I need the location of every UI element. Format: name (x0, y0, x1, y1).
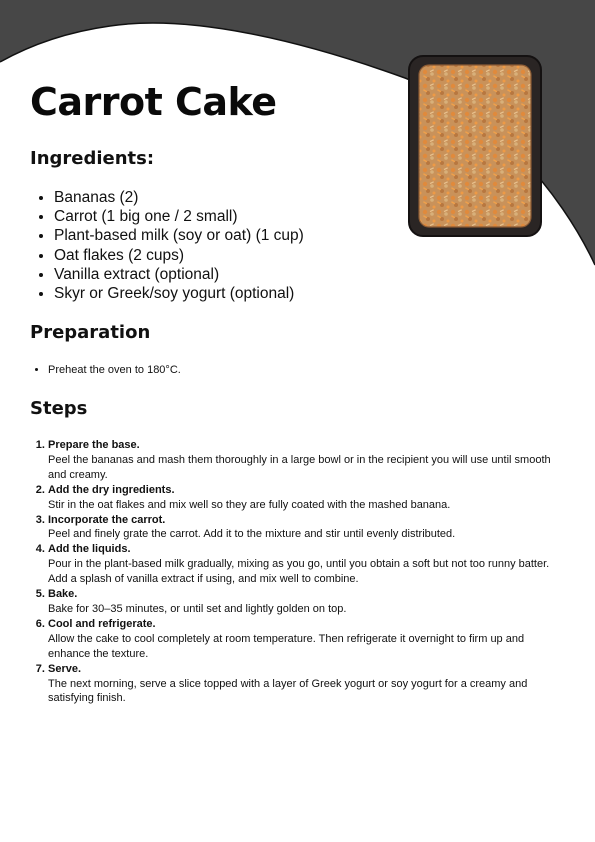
step-title: 1. Prepare the base. (48, 439, 140, 451)
ingredient-item: • Oat flakes (2 cups) (54, 246, 304, 265)
steps-list (30, 438, 558, 706)
step-text: Bake for 30–35 minutes, or until set and lightly golden on top. (48, 602, 347, 615)
ingredient-item: • Skyr or Greek/soy yogurt (optional) (54, 284, 304, 303)
ingredient-item: • Bananas (2) (54, 188, 304, 207)
preparation-heading: Preparation (30, 322, 151, 343)
ingredients-list (30, 188, 304, 303)
ingredient-item: • Carrot (1 big one / 2 small) (54, 207, 304, 226)
step-item (48, 542, 558, 587)
step-title: 4. Add the liquids. (48, 543, 131, 556)
step-item (48, 617, 558, 662)
step-text: Pour in the plant-based milk gradually, mixing as you go, until you obtain a soft but not too runny batter. Add a splash of vanilla extract if using, and mix well to combine. (48, 558, 550, 586)
step-item (48, 513, 558, 543)
ingredients-heading: Ingredients: (30, 148, 155, 169)
step-title: 2. Add the dry ingredients. (48, 483, 175, 496)
step-text: Allow the cake to cool completely at room temperature. Then refrigerate it overnight to firm up and enhance the texture. (48, 632, 525, 660)
ingredient-item: • Plant-based milk (soy or oat) (1 cup) (54, 226, 304, 245)
preparation-list (30, 363, 181, 378)
step-item (48, 438, 558, 483)
step-item (48, 662, 558, 707)
step-item (48, 587, 558, 617)
preparation-item: • Preheat the oven to 180°C. (48, 363, 181, 378)
cake-surface (419, 65, 531, 227)
step-title: 7. Serve. (48, 662, 82, 675)
step-text: The next morning, serve a slice topped with a layer of Greek yogurt or soy yogurt for a creamy and satisfying finish. (48, 677, 528, 705)
step-title: 5. Bake. (48, 588, 78, 601)
step-text: Peel the bananas and mash them thoroughly in a large bowl or in the recipient you will use until smooth and creamy. (48, 453, 551, 481)
ingredient-item: • Vanilla extract (optional) (54, 265, 304, 284)
carrot-cake-photo (408, 55, 542, 237)
step-item (48, 483, 558, 513)
step-text: Stir in the oat flakes and mix well so they are fully coated with the mashed banana. (48, 498, 451, 511)
steps-heading: Steps (30, 398, 88, 419)
step-title: 6. Cool and refrigerate. (48, 617, 156, 630)
step-title: 3. Incorporate the carrot. (48, 513, 166, 526)
recipe-title: Carrot Cake (30, 80, 277, 124)
step-text: Peel and finely grate the carrot. Add it to the mixture and stir until evenly distributed. (48, 528, 456, 541)
